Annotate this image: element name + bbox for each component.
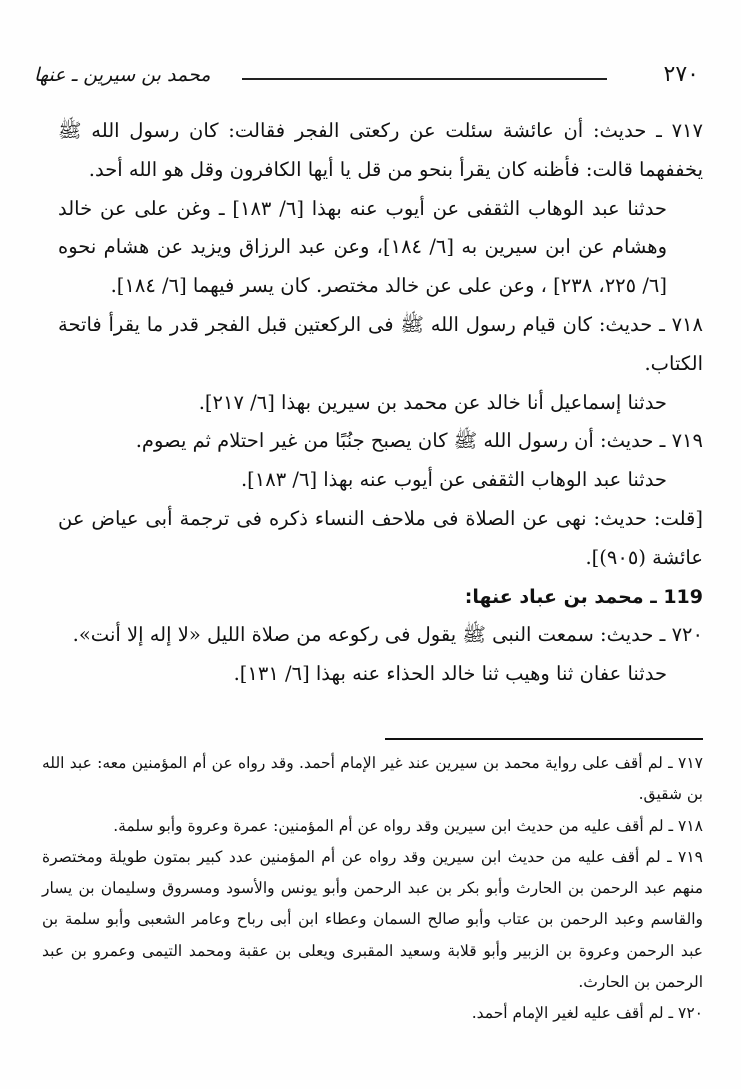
- editor-note: [قلت: حديث: نهى عن الصلاة فى ملاحف النساء ذكره فى ترجمة أبى عياض عن عائشة (٩٠٥)].: [58, 506, 703, 569]
- isnad-717: حدثنا عبد الوهاب الثقفى عن أيوب عنه بهذا [٦/ ١٨٣] ـ وغن على عن خالد وهشام عن ابن سيرين به [٦/ ١٨٤]، وعن عبد الرزاق ويزيد عن هشام نحوه [٦/ ٢٢٥، ٢٣٨] ، وعن على عن خالد مختصر. كان يسر فيهما [٦/ ١٨٤].: [58, 196, 667, 298]
- footnote-718: ٧١٨ ـ لم أقف عليه من حديث ابن سيرين وقد رواه عن أم المؤمنين: عمرة وعروة وأبو سلمة.: [113, 816, 703, 835]
- isnad-719: حدثنا عبد الوهاب الثقفى عن أيوب عنه بهذا [٦/ ١٨٣].: [240, 468, 667, 492]
- footnote-717: ٧١٧ ـ لم أقف على رواية محمد بن سيرين عند غير الإمام أحمد. وقد رواه عن أم المؤمنين معه: عبد الله بن شقيق.: [42, 754, 703, 804]
- running-header: [34, 62, 699, 90]
- hadith-720: ٧٢٠ ـ حديث: سمعت النبى ﷺ يقول فى ركوعه من صلاة الليل «لا إله إلا أنت».: [72, 623, 703, 647]
- main-text: [58, 112, 703, 694]
- running-title: محمد بن سيرين ـ عنها: [34, 64, 211, 86]
- page-number: ٢٧٠: [663, 62, 699, 87]
- section-heading-119: 119 ـ محمد بن عباد عنها:: [464, 585, 703, 608]
- footnote-719: ٧١٩ ـ لم أقف عليه من حديث ابن سيرين وقد رواه عن أم المؤمنين عدد كبير بمتون طويلة ومختصرة منهم عبد الرحمن بن الحارث وأبو بكر بن عبد الرحمن وأبو يونس والأسود ومسروق وسليمان بن يسار والقاسم وعبد الرحمن بن عتاب وأبو صالح السمان وعطاء ابن أبى رباح وعامر الشعبى وأبو سلمة بن عبد الرحمن وعروة بن الزبير وأبو قلابة وسعيد المقبرى ويعلى بن عقبة ومحمد التيمى وعمرو بن عبد الرحمن بن الحارث.: [42, 847, 703, 992]
- isnad-718: حدثنا إسماعيل أنا خالد عن محمد بن سيرين بهذا [٦/ ٢١٧].: [198, 390, 667, 414]
- footnote-separator: [385, 738, 703, 740]
- footnote-720: ٧٢٠ ـ لم أقف عليه لغير الإمام أحمد.: [471, 1004, 703, 1023]
- header-rule: [242, 78, 607, 80]
- hadith-718: ٧١٨ ـ حديث: كان قيام رسول الله ﷺ فى الركعتين قبل الفجر قدر ما يقرأ فاتحة الكتاب.: [58, 312, 703, 375]
- isnad-720: حدثنا عفان ثنا وهيب ثنا خالد الحذاء عنه بهذا [٦/ ١٣١].: [233, 662, 667, 686]
- hadith-719: ٧١٩ ـ حديث: أن رسول الله ﷺ كان يصبح جنُبًا من غير احتلام ثم يصوم.: [135, 429, 703, 453]
- footnotes: [42, 748, 703, 1030]
- hadith-717: ٧١٧ ـ حديث: أن عائشة سئلت عن ركعتى الفجر فقالت: كان رسول الله ﷺ يخففهما قالت: فأظنه كان يقرأ بنحو من قل يا أيها الكافرون وقل هو الله أحد.: [58, 119, 703, 181]
